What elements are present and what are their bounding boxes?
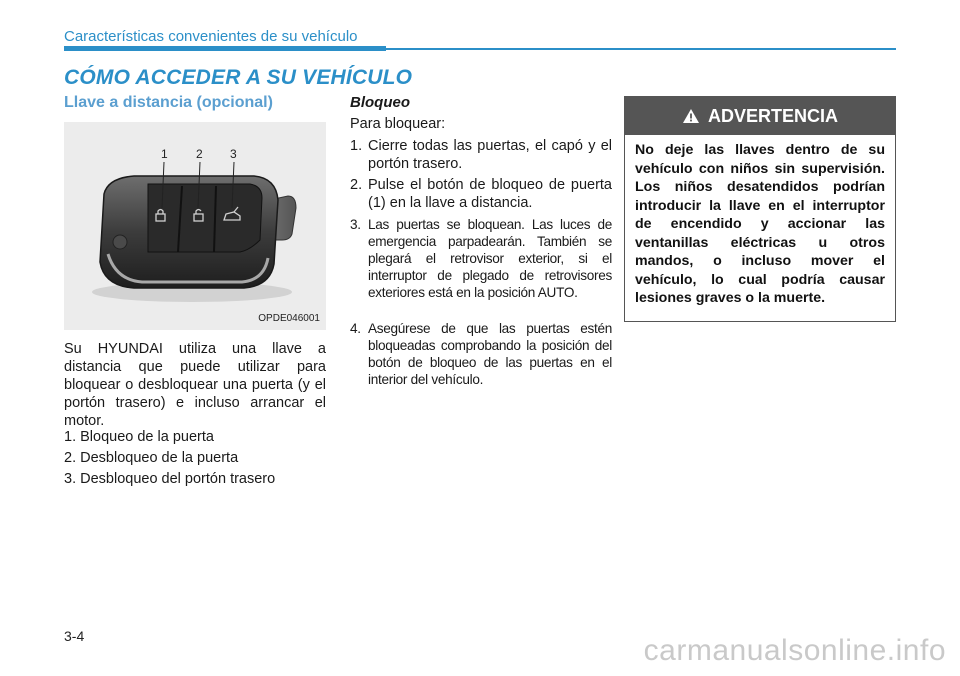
warning-title: ADVERTENCIA [707,105,838,126]
list-item: 1. Bloqueo de la puerta [64,429,214,445]
warning-triangle-icon [682,108,700,124]
step-text: Cierre todas las puertas, el capó y el portón trasero. [368,138,612,172]
lock-step [350,176,612,212]
step-text: Las puertas se bloquean. Las luces de emergencia parpadearán. También se plegará el retrovisor exterior, si el interruptor de plegado de retrovisores exteriores está en la posición AUTO. [368,217,612,300]
lock-step [350,320,612,388]
step-number: 1. [350,138,363,154]
warning-box [624,96,896,322]
key-figure [64,122,326,330]
remote-key-illustration [64,122,326,330]
lock-step [350,137,612,173]
figure-code: OPDE046001 [258,313,320,324]
lock-heading: Bloqueo [350,94,410,111]
callout-1: 1 [161,147,168,161]
remote-key-heading: Llave a distancia (opcional) [64,94,273,111]
step-text: Asegúrese de que las puertas estén bloqueadas comprobando la posición del botón de bloqueo de las puertas en el interior del vehículo. [368,321,612,387]
section-header: Características convenientes de su vehículo [64,28,358,45]
list-item: 2. Desbloqueo de la puerta [64,450,239,466]
warning-header [625,97,895,135]
remote-key-intro: Su HYUNDAI utiliza una llave a distancia que puede utilizar para bloquear o desbloquear una puerta (y el portón trasero) e incluso arrancar el motor. [64,341,326,429]
callout-2: 2 [196,147,203,161]
page-title: CÓMO ACCEDER A SU VEHÍCULO [64,66,413,89]
watermark: carmanualsonline.info [643,634,946,667]
header-accent-bar [64,46,386,51]
callout-3: 3 [230,147,237,161]
lock-intro: Para bloquear: [350,116,446,132]
step-number: 4. [350,321,361,336]
step-text: Pulse el botón de bloqueo de puerta (1) en la llave a distancia. [368,177,612,211]
step-number: 3. [350,217,361,232]
step-number: 2. [350,177,363,193]
lock-step [350,216,612,301]
list-item: 3. Desbloqueo del portón trasero [64,471,276,487]
warning-text: No deje las llaves dentro de su vehículo con niños sin supervisión. Los niños desatendidos podrían introducir la llave en el interruptor de encendido y accionar las ventanillas eléctricas u otros mandos, o incluso mover el vehículo, lo cual podría causar lesiones graves o la muerte. [635,142,885,306]
page-number: 3-4 [64,628,85,644]
